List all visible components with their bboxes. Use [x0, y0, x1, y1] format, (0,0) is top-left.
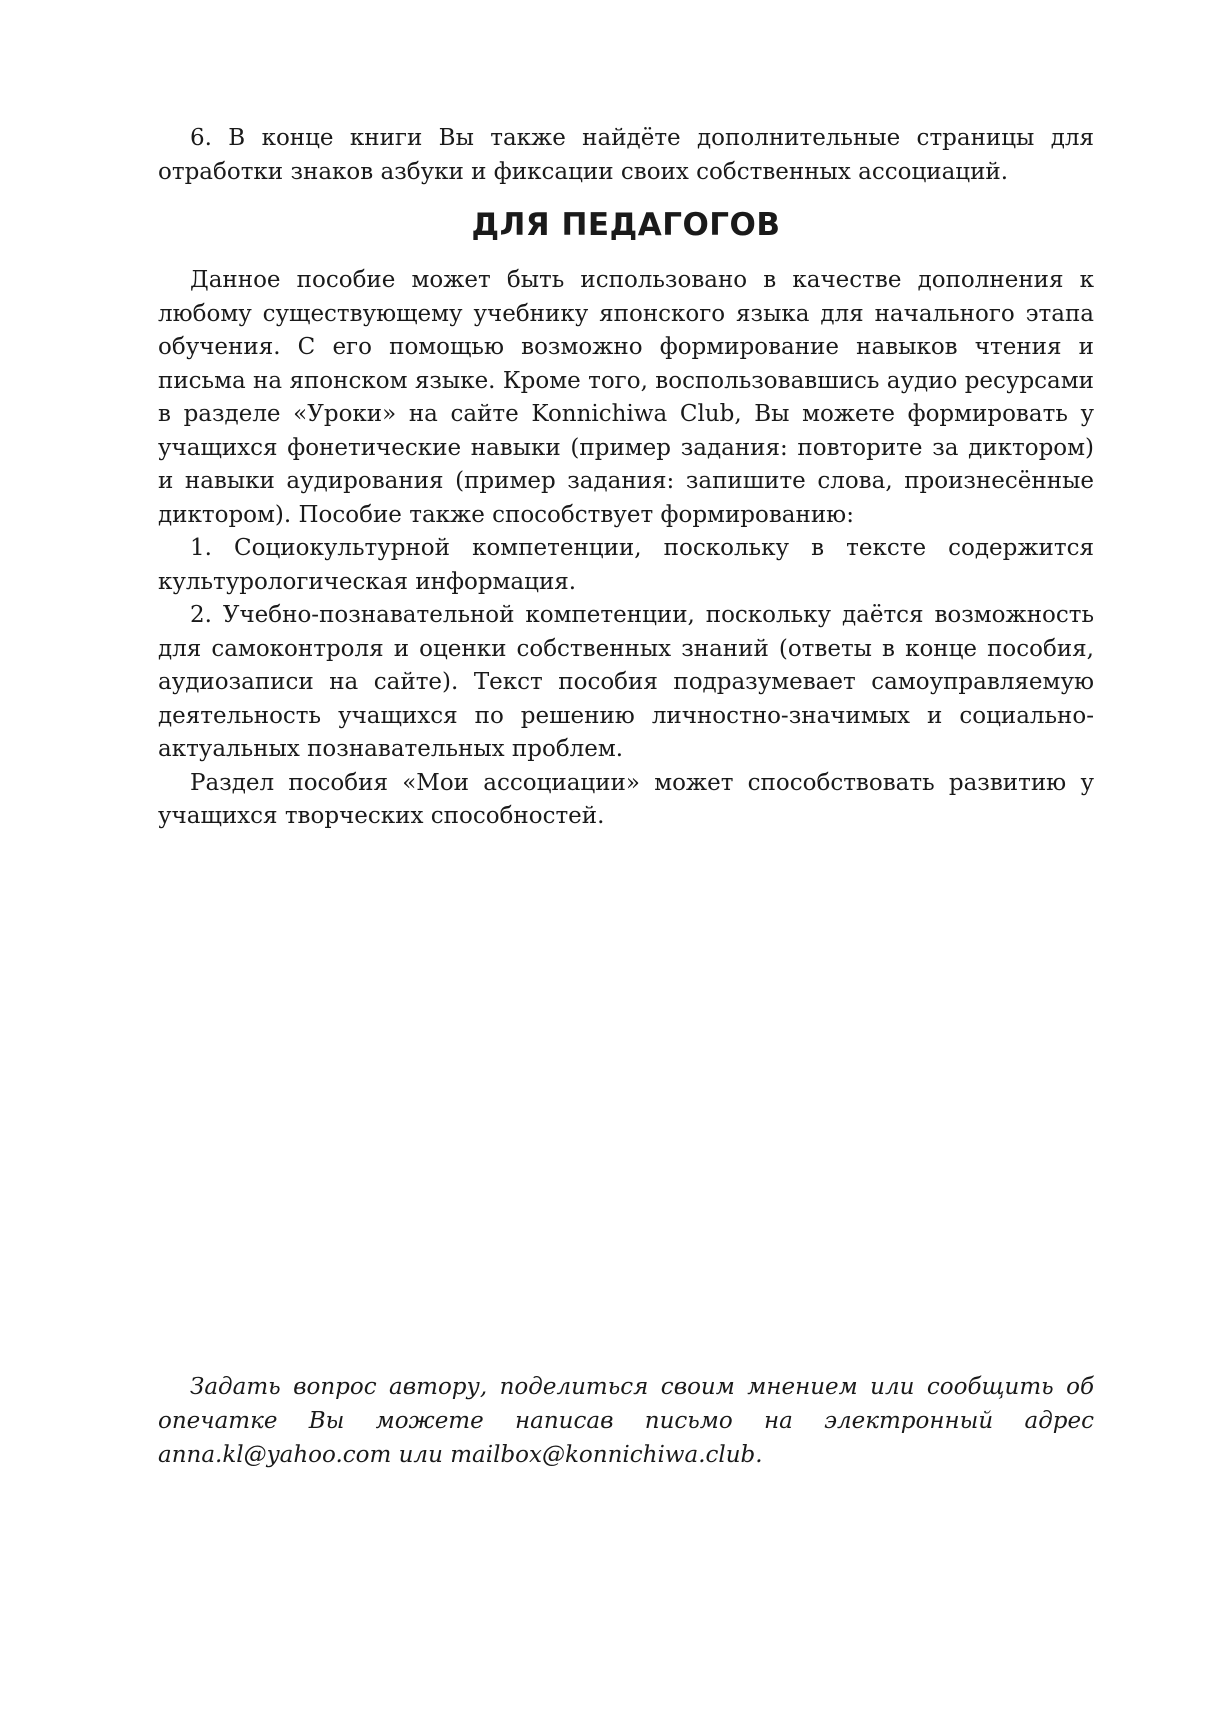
intro-block: [158, 122, 1094, 189]
paragraph-purpose: Данное пособие может быть использовано в качестве дополнения к любому существующему учебнику японского языка для начального этапа обучения. С его помощью возможно формирование навыков чтения и письма на японском языке. Кроме того, воспользовавшись аудио ресурсами в разделе «Уроки» на сайте Konnichiwa Club, Вы можете формировать у учащихся фонетические навыки (пример задания: повторите за диктором) и навыки аудирования (пример задания: запишите слова, произнесённые диктором). Пособие также способствует формированию:: [158, 267, 1094, 528]
list-item-2: 2. Учебно-познавательной компетенции, поскольку даётся возможность для самоконтроля и оценки собственных знаний (ответы в конце пособия, аудиозаписи на сайте). Текст пособия подразумевает самоуправляемую деятельность учащихся по решению личностно-значимых и социально-актуальных познавательных проблем.: [158, 602, 1094, 762]
list-item-1: 1. Социокультурной компетенции, поскольку в тексте содержится культурологическая информация.: [158, 535, 1094, 595]
contact-note: [158, 1370, 1094, 1472]
teachers-section: [158, 264, 1094, 834]
intro-item-6: 6. В конце книги Вы также найдёте дополнительные страницы для отработки знаков азбуки и фиксации своих собственных ассоциаций.: [158, 125, 1094, 185]
contact-text: Задать вопрос автору, поделиться своим мнением или сообщить об опечатке Вы можете написав письмо на электронный адрес anna.kl@yahoo.com или mailbox@konnichiwa.club.: [158, 1374, 1094, 1468]
paragraph-associations: Раздел пособия «Мои ассоциации» может способствовать развитию у учащихся творческих способностей.: [158, 769, 1094, 829]
section-heading: ДЛЯ ПЕДАГОГОВ: [471, 207, 781, 243]
